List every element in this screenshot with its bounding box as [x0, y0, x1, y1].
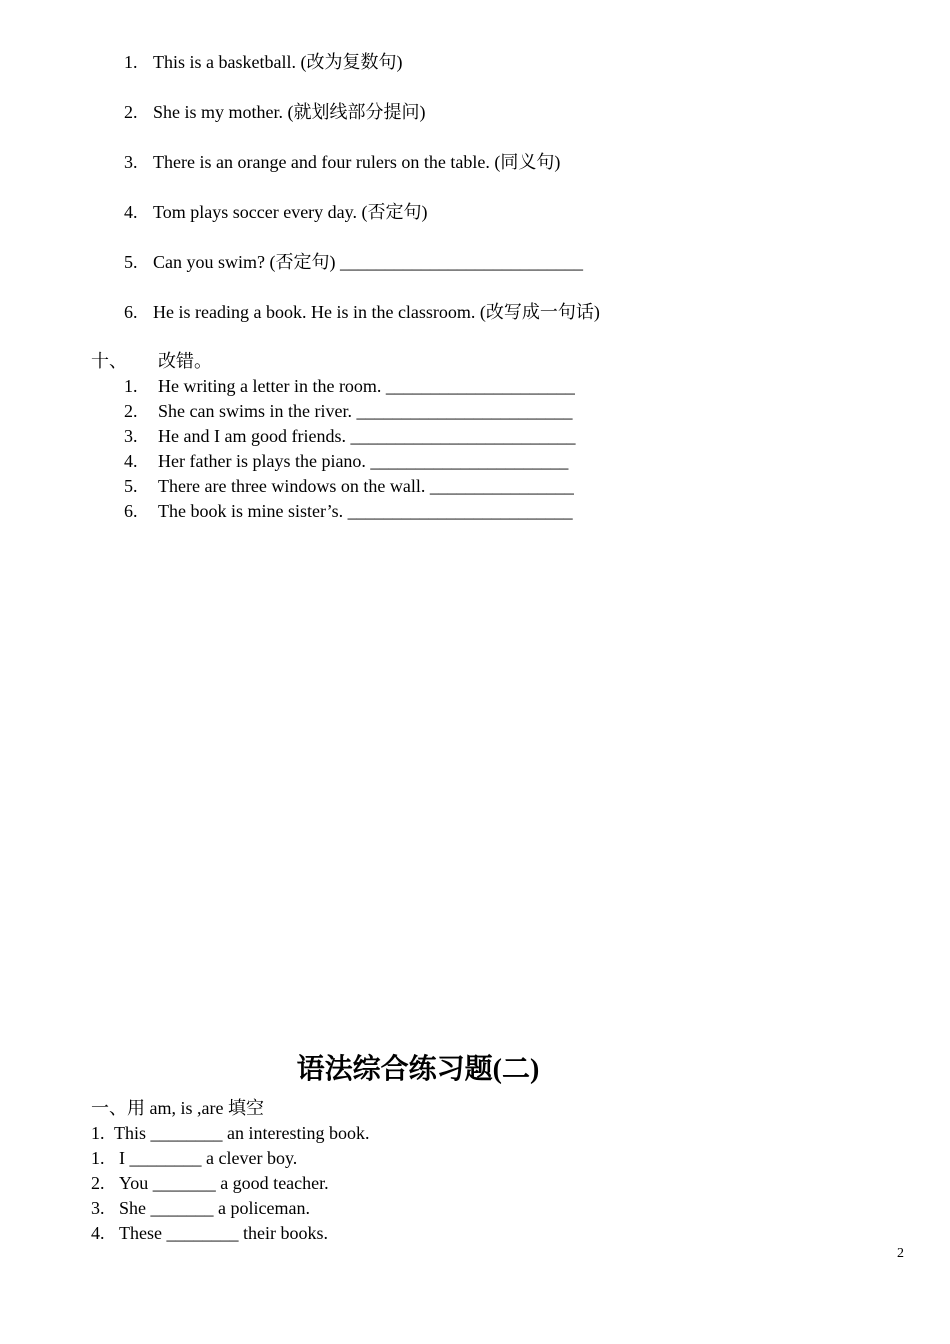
item-number: 4.: [124, 202, 138, 222]
item-number: 2.: [124, 102, 138, 122]
item-text: She is my mother. (就划线部分提问): [153, 102, 426, 122]
page-number: 2: [897, 1246, 904, 1261]
transform-item-6: [124, 300, 600, 324]
item-number: 4.: [124, 451, 138, 471]
item-text: This ________ an interesting book.: [114, 1123, 370, 1143]
item-number: 1.: [91, 1148, 105, 1168]
correction-item-3: [124, 424, 575, 448]
item-number: 6.: [124, 302, 138, 322]
item-text: The book is mine sister’s. _________________________: [158, 501, 573, 521]
fill-item-3: [91, 1171, 329, 1195]
item-text: Can you swim? (否定句) ___________________________: [153, 252, 583, 272]
item-text: Her father is plays the piano. ______________________: [158, 451, 569, 471]
item-text: I ________ a clever boy.: [119, 1148, 298, 1168]
item-text: There are three windows on the wall. ________________: [158, 476, 574, 496]
transform-item-3: [124, 150, 560, 174]
section-number: 十、: [91, 351, 127, 371]
correction-item-5: [124, 474, 574, 498]
item-text: He is reading a book. He is in the classroom. (改写成一句话): [153, 302, 600, 322]
fill-item-4: [91, 1196, 310, 1220]
item-number: 4.: [91, 1223, 105, 1243]
item-number: 1.: [91, 1123, 105, 1143]
fill-item-5: [91, 1221, 328, 1245]
fill-item-2: [91, 1146, 297, 1170]
item-text: He and I am good friends. _________________________: [158, 426, 576, 446]
item-number: 3.: [124, 426, 138, 446]
page-title: 语法综合练习题(二): [296, 1054, 540, 1085]
item-number: 1.: [124, 376, 138, 396]
section-10-heading: [91, 349, 212, 373]
item-number: 1.: [124, 52, 138, 72]
item-number: 5.: [124, 476, 138, 496]
correction-item-4: [124, 449, 568, 473]
correction-item-1: [124, 374, 575, 398]
correction-item-2: [124, 399, 572, 423]
item-text: Tom plays soccer every day. (否定句): [153, 202, 428, 222]
item-text: There is an orange and four rulers on the table. (同义句): [153, 152, 561, 172]
transform-item-4: [124, 200, 427, 224]
item-number: 3.: [91, 1198, 105, 1218]
correction-item-6: [124, 499, 573, 523]
item-number: 6.: [124, 501, 138, 521]
transform-item-2: [124, 100, 426, 124]
section-1-heading: 一、用 am, is ,are 填空: [91, 1098, 264, 1118]
item-number: 2.: [91, 1173, 105, 1193]
item-number: 2.: [124, 401, 138, 421]
item-text: She _______ a policeman.: [119, 1198, 310, 1218]
item-text: He writing a letter in the room. _____________________: [158, 376, 575, 396]
item-text: She can swims in the river. ________________________: [158, 401, 573, 421]
item-number: 3.: [124, 152, 138, 172]
transform-item-5: [124, 250, 583, 274]
section-title: 改错。: [158, 351, 212, 371]
item-text: This is a basketball. (改为复数句): [153, 52, 403, 72]
fill-item-1: [91, 1121, 369, 1145]
item-text: These ________ their books.: [119, 1223, 328, 1243]
transform-item-1: [124, 50, 402, 74]
item-text: You _______ a good teacher.: [119, 1173, 329, 1193]
item-number: 5.: [124, 252, 138, 272]
